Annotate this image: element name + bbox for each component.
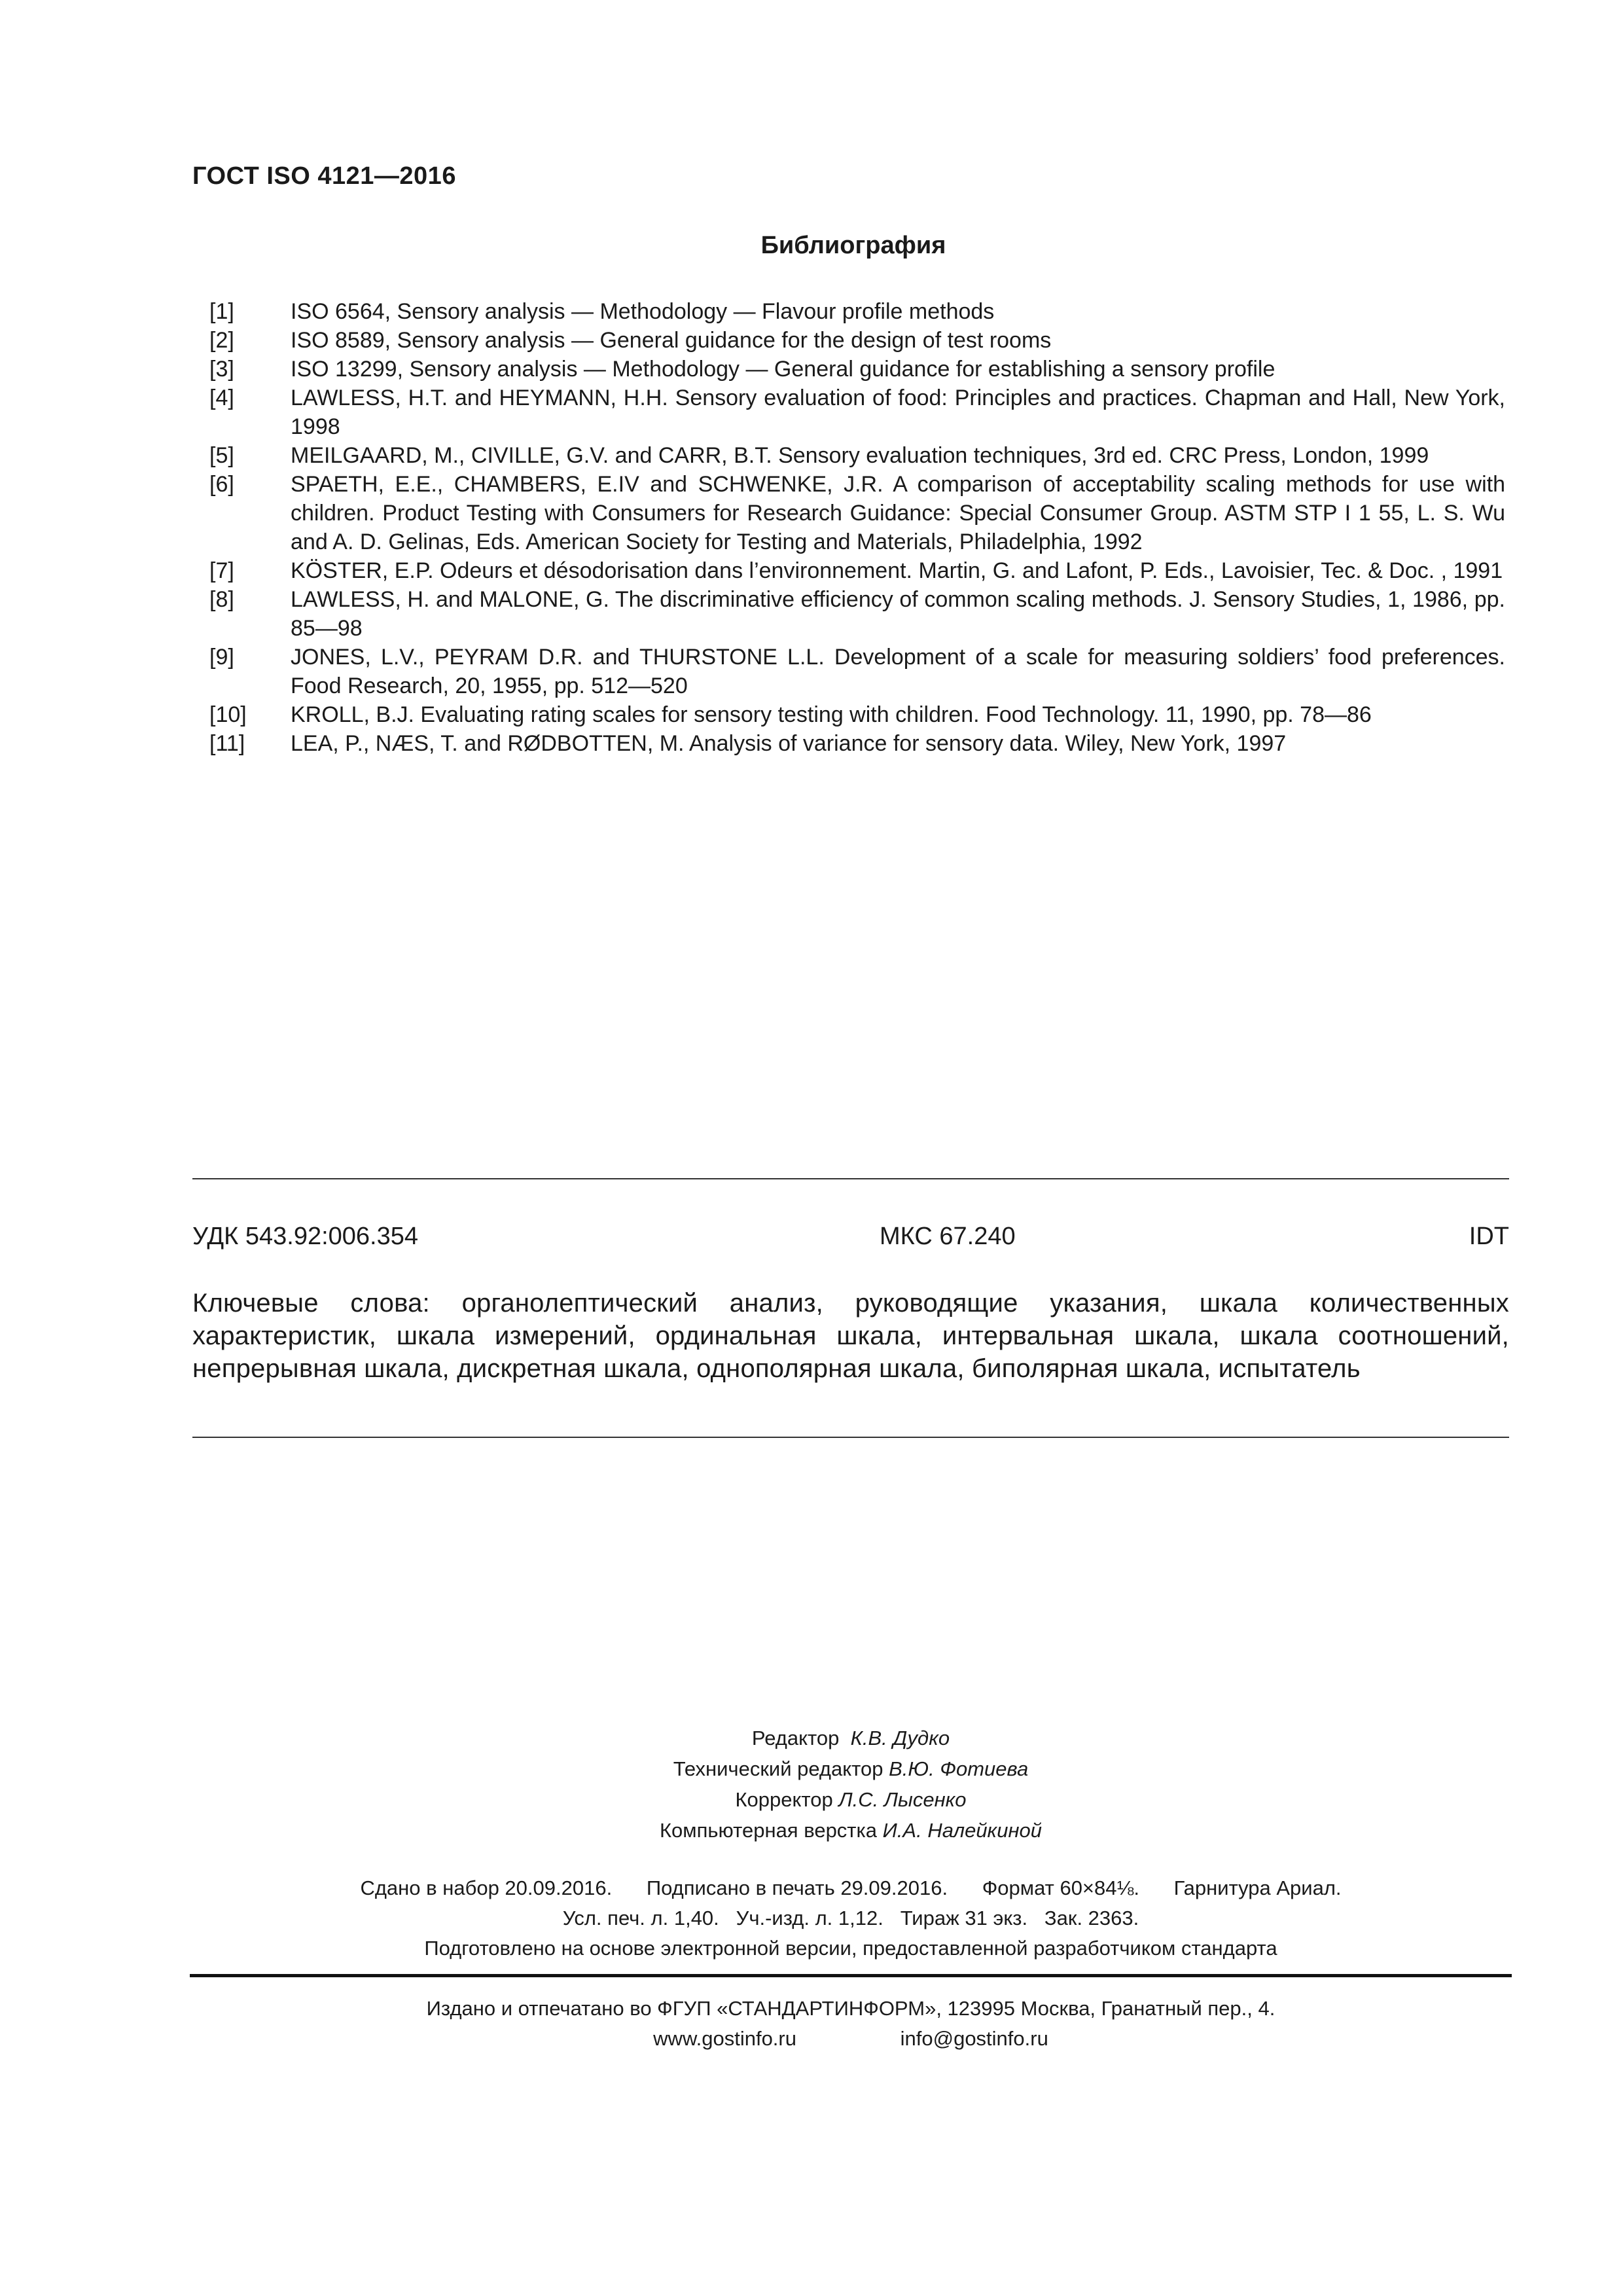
entry-text: KROLL, B.J. Evaluating rating scales for sensory testing with children. Food Technology. 11, 1990, pp. 78—86 [291, 702, 1372, 727]
entry-text: LAWLESS, H. and MALONE, G. The discriminative efficiency of common scaling methods. J. Sensory Studies, 1, 1986, pp. 85—98 [291, 587, 1505, 641]
divider-middle [192, 1437, 1509, 1438]
credit-tech-editor [0, 1753, 1623, 1784]
publisher-contacts [0, 2024, 1623, 2054]
bibliography-entry [209, 384, 1505, 441]
bibliography-entry [209, 355, 1505, 384]
typeface: Гарнитура Ариал. [1173, 1876, 1342, 1899]
bibliography-entry [209, 729, 1505, 758]
entry-number: [7] [209, 558, 234, 583]
credit-label: Редактор [751, 1727, 840, 1749]
entry-text: SPAETH, E.E., CHAMBERS, E.IV and SCHWENKE, J.R. A comparison of acceptability scaling methods for use with children. Product Testing with Consumers for Research Guidance: Special Consumer Group. ASTM STP I 1 55, L. S. Wu and A. D. Gelinas, Eds. American Society for Testing and Materials, Philadelphia, 1992 [291, 472, 1505, 554]
publisher-line: Издано и отпечатано во ФГУП «СТАНДАРТИНФОРМ», 123995 Москва, Гранатный пер., 4. [426, 1997, 1275, 2020]
entry-text: ISO 6564, Sensory analysis — Methodology — Flavour profile methods [291, 299, 995, 324]
credit-name: К.В. Дудко [850, 1727, 950, 1749]
submitted-date: Сдано в набор 20.09.2016. [360, 1876, 613, 1899]
circulation: Тираж 31 экз. [900, 1907, 1028, 1929]
website-link[interactable]: www.gostinfo.ru [653, 2027, 796, 2050]
signed-date: Подписано в печать 29.09.2016. [646, 1876, 948, 1899]
bibliography-entry [209, 297, 1505, 326]
divider-top [192, 1178, 1509, 1179]
bibliography-entry [209, 326, 1505, 355]
entry-text: MEILGAARD, M., CIVILLE, G.V. and CARR, B.T. Sensory evaluation techniques, 3rd ed. CRC Press, London, 1999 [291, 443, 1429, 468]
entry-text: KÖSTER, E.P. Odeurs et désodorisation dans l’environnement. Martin, G. and Lafont, P. Eds., Lavoisier, Tec. & Doc. , 1991 [291, 558, 1503, 583]
credit-layout [0, 1815, 1623, 1846]
imprint-block [0, 1873, 1623, 1964]
bibliography-list [209, 297, 1505, 758]
publisher-block [0, 1994, 1623, 2054]
entry-number: [4] [209, 386, 234, 410]
credit-editor [0, 1723, 1623, 1753]
bibliography-entry [209, 700, 1505, 729]
document-code: ГОСТ ISO 4121—2016 [192, 162, 456, 190]
entry-number: [2] [209, 328, 234, 353]
classification-line [192, 1223, 1509, 1251]
imprint-line-1 [0, 1873, 1623, 1903]
credit-label: Компьютерная верстка [660, 1819, 877, 1842]
entry-number: [11] [209, 731, 245, 756]
udk-code: УДК 543.92:006.354 [192, 1223, 419, 1250]
credit-name: Л.С. Лысенко [838, 1788, 967, 1811]
entry-number: [1] [209, 299, 234, 324]
entry-text: LAWLESS, H.T. and HEYMANN, H.H. Sensory evaluation of food: Principles and practices. Chapman and Hall, New York, 1998 [291, 386, 1505, 439]
keywords-paragraph: Ключевые слова: органолептический анализ, руководящие указания, шкала количественных характеристик, шкала измерений, ординальная шкала, интервальная шкала, шкала соотношений, непрерывная шкала, дискретная шкала, однополярная шкала, биполярная шкала, испытатель [192, 1289, 1509, 1383]
credits-block [0, 1723, 1623, 1846]
divider-bottom [190, 1974, 1512, 1977]
entry-number: [9] [209, 645, 234, 670]
idt-marker: IDT [1469, 1223, 1509, 1250]
entry-text: ISO 13299, Sensory analysis — Methodology — General guidance for establishing a sensory profile [291, 357, 1275, 382]
print-sheets: Усл. печ. л. 1,40. [562, 1907, 719, 1929]
order-number: Зак. 2363. [1044, 1907, 1139, 1929]
email-link[interactable]: info@gostinfo.ru [900, 2027, 1048, 2050]
entry-number: [3] [209, 357, 234, 382]
entry-number: [6] [209, 472, 234, 497]
mks-code: МКС 67.240 [880, 1223, 1016, 1250]
credit-corrector [0, 1784, 1623, 1815]
prepared-note: Подготовлено на основе электронной версии, предоставленной разработчиком стандарта [424, 1937, 1277, 1960]
credit-label: Технический редактор [673, 1757, 883, 1780]
credit-name: В.Ю. Фотиева [889, 1757, 1029, 1780]
bibliography-entry [209, 556, 1505, 585]
entry-text: JONES, L.V., PEYRAM D.R. and THURSTONE L.L. Development of a scale for measuring soldiers’ food preferences. Food Research, 20, 1955, pp. 512—520 [291, 645, 1505, 698]
publishing-sheets: Уч.-изд. л. 1,12. [736, 1907, 883, 1929]
bibliography-entry [209, 585, 1505, 643]
entry-number: [8] [209, 587, 234, 612]
entry-number: [5] [209, 443, 234, 468]
paper-format: Формат 60×84⅛. [982, 1876, 1139, 1899]
entry-text: ISO 8589, Sensory analysis — General guidance for the design of test rooms [291, 328, 1052, 353]
entry-text: LEA, P., NÆS, T. and RØDBOTTEN, M. Analysis of variance for sensory data. Wiley, New York, 1997 [291, 731, 1287, 756]
bibliography-title: Библиография [760, 232, 946, 259]
bibliography-entry [209, 441, 1505, 470]
credit-name: И.А. Налейкиной [882, 1819, 1042, 1842]
entry-number: [10] [209, 702, 247, 727]
bibliography-entry [209, 470, 1505, 556]
bibliography-entry [209, 643, 1505, 700]
imprint-line-2 [0, 1903, 1623, 1933]
credit-label: Корректор [735, 1788, 833, 1811]
